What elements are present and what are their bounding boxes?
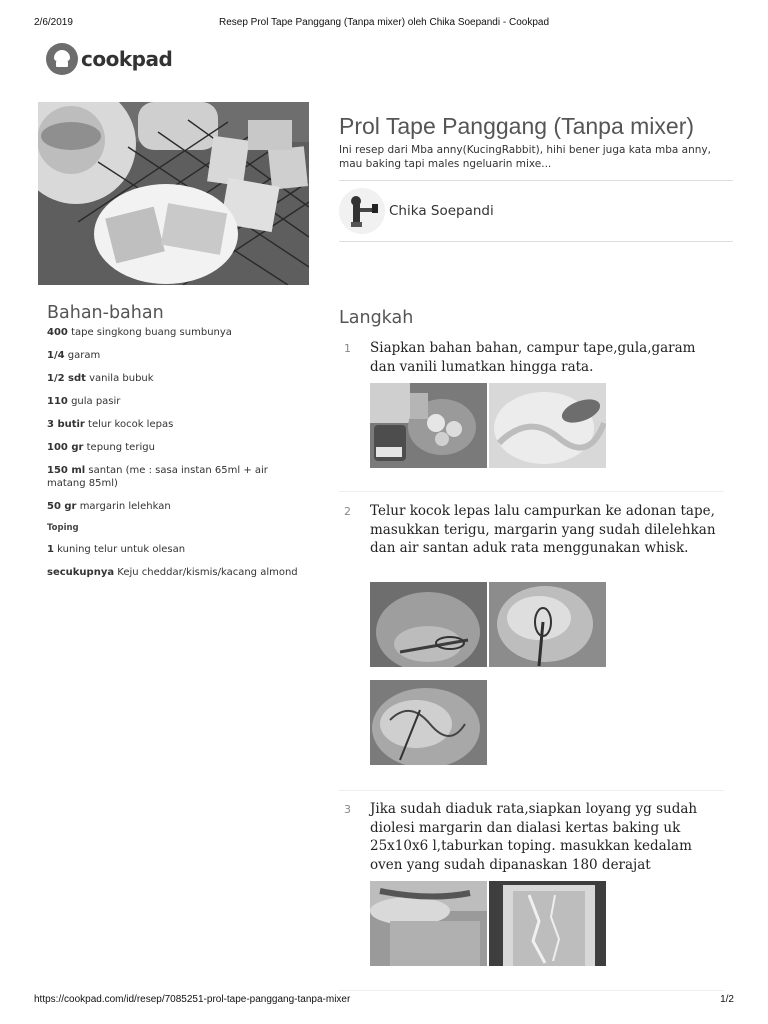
- step-item: [339, 800, 724, 970]
- step-item: [339, 502, 724, 772]
- step-number: 1: [344, 342, 351, 355]
- recipe-title: Prol Tape Panggang (Tanpa mixer): [339, 113, 695, 139]
- chef-hat-icon: [46, 43, 78, 75]
- divider: [339, 990, 724, 991]
- print-title: Resep Prol Tape Panggang (Tanpa mixer) oleh Chika Soepandi - Cookpad: [218, 17, 550, 28]
- divider: [339, 491, 724, 492]
- author-name[interactable]: Chika Soepandi: [389, 203, 494, 219]
- ingredients-list: [47, 326, 309, 589]
- print-header: [34, 17, 734, 31]
- step-text: Telur kocok lepas lalu campurkan ke adonan tape, masukkan terigu, margarin yang sudah dilelehkan dan air santan aduk rata menggunakan whisk.: [370, 503, 716, 556]
- ingredient-group-label: Toping: [47, 523, 79, 533]
- step-photo[interactable]: [370, 680, 487, 765]
- step-photo[interactable]: [370, 582, 487, 667]
- recipe-description: Ini resep dari Mba anny(KucingRabbit), hihi bener juga kata mba anny, mau baking tapi males ngeluarin mixe...: [339, 144, 711, 170]
- ingredient-item: 1 kuning telur untuk olesan: [47, 544, 186, 555]
- ingredient-item: 400 tape singkong buang sumbunya: [47, 327, 232, 338]
- step-photo[interactable]: [370, 881, 487, 966]
- step-photo[interactable]: [489, 881, 606, 966]
- ingredient-item: 110 gula pasir: [47, 396, 121, 407]
- ingredient-item: 1/4 garam: [47, 350, 101, 361]
- step-number: 3: [344, 803, 351, 816]
- page-number: 1/2: [720, 994, 734, 1005]
- step-photo[interactable]: [489, 383, 606, 468]
- steps-heading: Langkah: [339, 308, 414, 328]
- author-link[interactable]: [339, 188, 494, 234]
- ingredient-item: 50 gr margarin lelehkan: [47, 501, 171, 512]
- ingredient-item: 3 butir telur kocok lepas: [47, 419, 174, 430]
- step-number: 2: [344, 505, 351, 518]
- step-photo[interactable]: [489, 582, 606, 667]
- divider: [339, 790, 724, 791]
- ingredient-item: 1/2 sdt vanila bubuk: [47, 373, 154, 384]
- recipe-hero-image: [38, 102, 309, 285]
- print-url[interactable]: https://cookpad.com/id/resep/7085251-prol-tape-panggang-tanpa-mixer: [34, 994, 351, 1005]
- divider: [339, 241, 733, 242]
- print-footer: [34, 994, 734, 1008]
- step-text: Siapkan bahan bahan, campur tape,gula,garam dan vanili lumatkan hingga rata.: [370, 340, 696, 375]
- ingredient-item: 100 gr tepung terigu: [47, 442, 155, 453]
- ingredient-item: secukupnya Keju cheddar/kismis/kacang almond: [47, 567, 298, 578]
- step-text: Jika sudah diaduk rata,siapkan loyang yg sudah diolesi margarin dan dialasi kertas baking uk 25x10x6 l,taburkan toping. masukkan kedalam oven yang sudah dipanaskan 180 derajat: [370, 801, 698, 873]
- brand-name: cookpad: [81, 47, 173, 71]
- ingredient-item: 150 ml santan (me : sasa instan 65ml + air matang 85ml): [47, 465, 268, 489]
- print-date: 2/6/2019: [34, 17, 73, 28]
- avatar: [339, 188, 385, 234]
- step-photo[interactable]: [370, 383, 487, 468]
- cookpad-logo[interactable]: [46, 42, 172, 76]
- ingredients-heading: Bahan-bahan: [47, 303, 164, 323]
- step-item: [339, 339, 724, 489]
- divider: [339, 180, 733, 181]
